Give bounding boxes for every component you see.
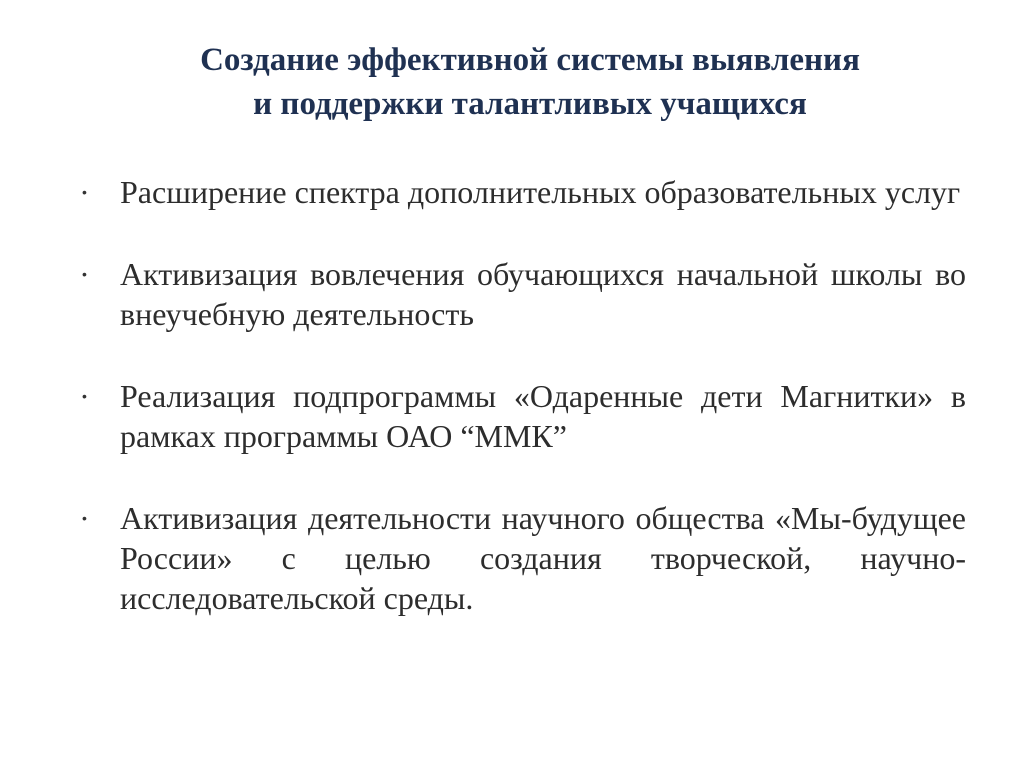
slide-title-line-2: и поддержки талантливых учащихся bbox=[253, 86, 807, 122]
bullet-dot-icon: • bbox=[82, 184, 87, 200]
slide-title bbox=[60, 38, 1000, 126]
bullet-text: Активизация вовлечения обучающихся начальной школы во внеучебную деятельность bbox=[120, 256, 966, 332]
bullet-dot-icon: • bbox=[82, 510, 87, 526]
bullet-list bbox=[82, 172, 966, 660]
list-item bbox=[82, 254, 966, 334]
list-item bbox=[82, 498, 966, 618]
slide-title-line-1: Создание эффективной системы выявления bbox=[200, 42, 860, 78]
bullet-text: Расширение спектра дополнительных образовательных услуг bbox=[120, 174, 961, 210]
bullet-text: Реализация подпрограммы «Одаренные дети Магнитки» в рамках программы ОАО “ММК” bbox=[120, 378, 966, 454]
bullet-dot-icon: • bbox=[82, 266, 87, 282]
bullet-text: Активизация деятельности научного общества «Мы-будущее России» с целью создания творческой, научно-исследовательской среды. bbox=[120, 500, 966, 616]
list-item bbox=[82, 376, 966, 456]
bullet-dot-icon: • bbox=[82, 388, 87, 404]
list-item bbox=[82, 172, 966, 212]
